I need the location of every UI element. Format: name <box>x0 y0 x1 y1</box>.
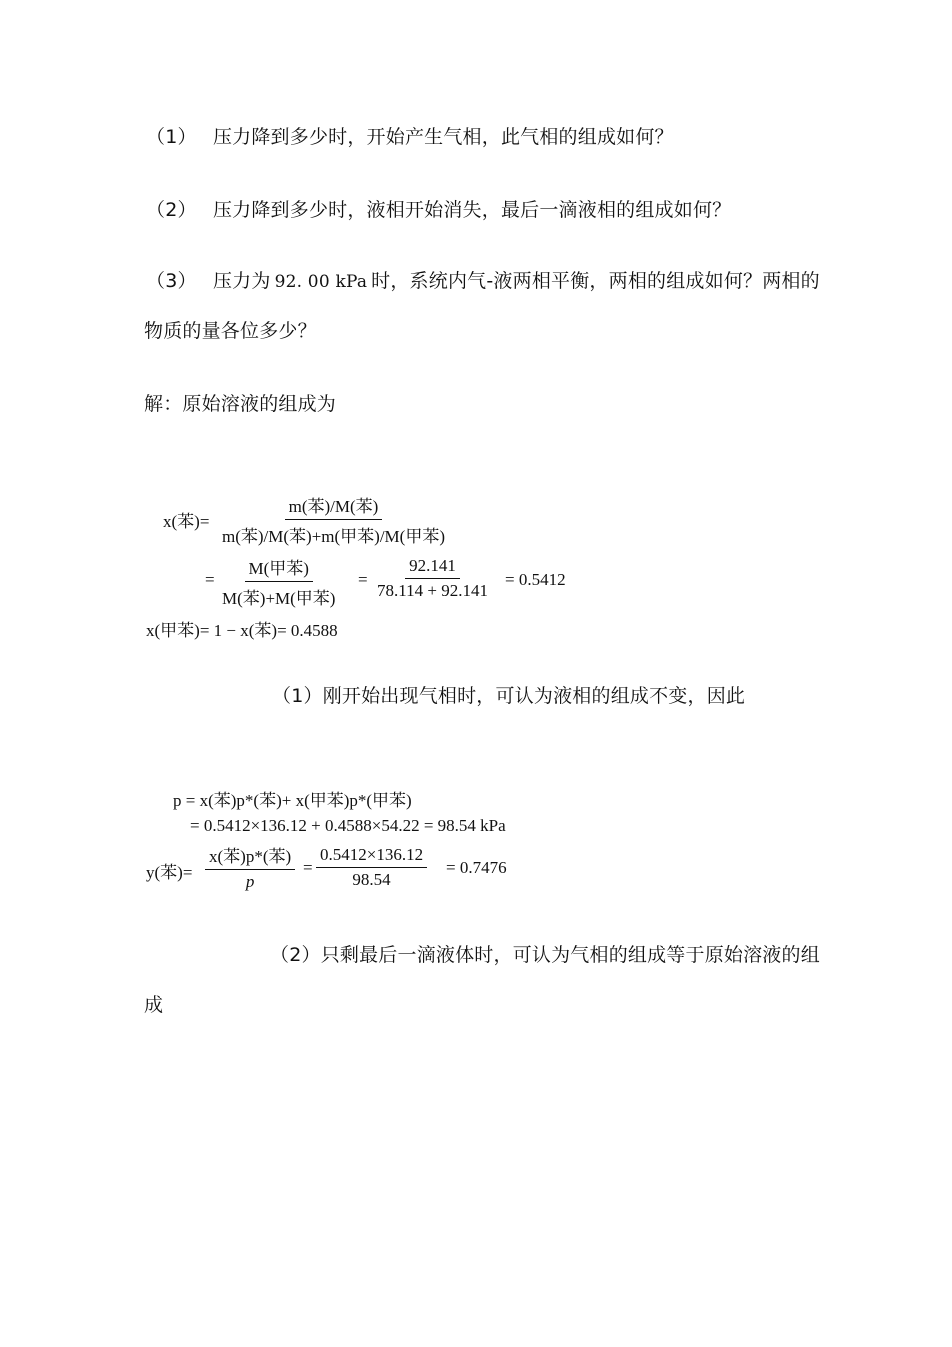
p1-y-numerator-2: 0.5412×136.12 <box>316 845 427 868</box>
part-1-text: 刚开始出现气相时，可认为液相的组成不变，因此 <box>322 685 746 707</box>
question-2 <box>146 195 731 222</box>
part-2-label: （2） <box>270 944 321 966</box>
eq1-equals-2: = <box>358 570 368 589</box>
p1-y-denominator: p <box>245 872 255 891</box>
p1-y-lhs: y(苯)= <box>146 863 193 882</box>
question-3-pressure-value: 92. 00 kPa <box>274 272 368 292</box>
part-1-label: （1） <box>272 685 323 707</box>
question-3 <box>146 266 820 293</box>
eq1-numerator-3: 92.141 <box>405 556 460 579</box>
eq1-fraction-3 <box>373 556 492 601</box>
eq1-fraction-2 <box>218 554 339 609</box>
question-3-text-a: 压力为 <box>212 270 271 292</box>
eq1-denominator-3: 78.114 + 92.141 <box>377 581 488 600</box>
eq1-lhs: x(苯)= <box>163 512 210 531</box>
p1-y-numerator: x(苯)p*(苯) <box>205 842 295 870</box>
p1-fraction-1 <box>205 842 295 892</box>
part-2-continuation: 成 <box>144 994 164 1016</box>
question-2-text: 压力降到多少时，液相开始消失，最后一滴液相的组成如何？ <box>212 199 732 221</box>
eq1-numerator: m(苯)/M(苯) <box>285 492 383 520</box>
p1-line1: p = x(苯)p*(苯)+ x(甲苯)p*(甲苯) <box>173 791 412 810</box>
question-3-text-b: 时，系统内气-液两相平衡，两相的组成如何？两相的 <box>371 270 820 292</box>
question-1-text: 压力降到多少时，开始产生气相，此气相的组成如何？ <box>212 126 674 148</box>
question-1-number: （1） <box>146 126 197 148</box>
eq1-equals-1: = <box>205 570 215 589</box>
p1-equals: = <box>303 858 313 877</box>
p1-fraction-2 <box>316 845 427 890</box>
solution-intro: 解：原始溶液的组成为 <box>144 393 337 415</box>
eq1-denominator: m(苯)/M(苯)+m(甲苯)/M(甲苯) <box>222 527 446 546</box>
eq1-denominator-2: M(苯)+M(甲苯) <box>222 589 336 608</box>
part-1-heading <box>272 681 745 708</box>
part-2-text: 只剩最后一滴液体时，可认为气相的组成等于原始溶液的组 <box>320 944 820 966</box>
question-1 <box>146 122 674 149</box>
eq1-line3: x(甲苯)= 1 − x(苯)= 0.4588 <box>146 621 338 640</box>
eq1-fraction-1 <box>218 492 449 547</box>
question-3-number: （3） <box>146 270 197 292</box>
eq1-result: = 0.5412 <box>505 570 566 589</box>
p1-line2: = 0.5412×136.12 + 0.4588×54.22 = 98.54 kPa <box>190 816 506 835</box>
question-2-number: （2） <box>146 199 197 221</box>
eq1-numerator-2: M(甲苯) <box>245 554 313 582</box>
p1-y-result: = 0.7476 <box>446 858 507 877</box>
part-2-heading <box>270 940 820 967</box>
question-3-line2: 物质的量各位多少？ <box>144 320 317 342</box>
p1-y-denominator-2: 98.54 <box>352 870 391 889</box>
